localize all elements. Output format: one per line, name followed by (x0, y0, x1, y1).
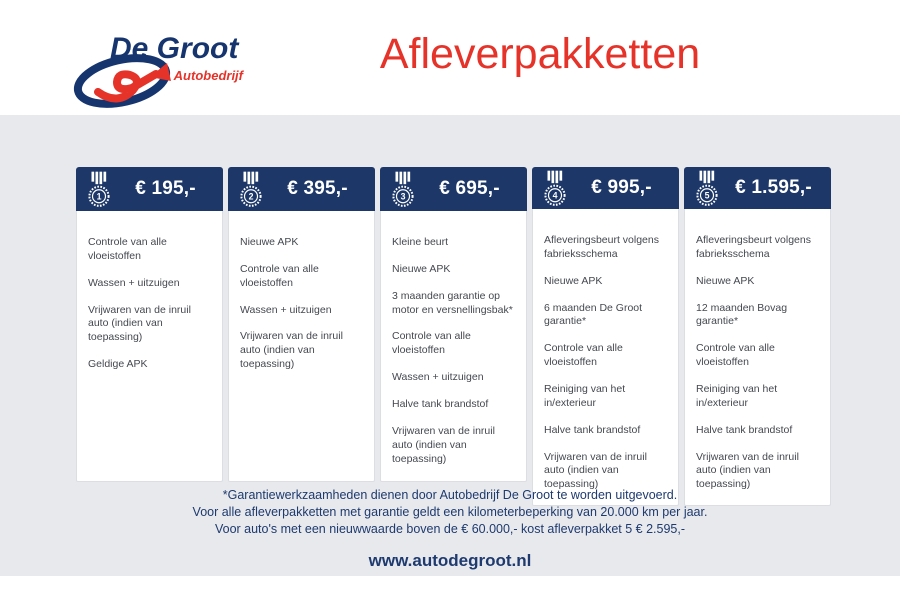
package-items (76, 211, 223, 482)
package-items (380, 211, 527, 482)
package-card-header (228, 167, 375, 211)
package-card-header (532, 167, 679, 209)
package-card-header (380, 167, 527, 211)
package-number: 4 (552, 190, 558, 201)
package-item: Nieuwe APK (392, 262, 451, 275)
package-item: Nieuwe APK (240, 236, 299, 248)
package-item: Wassen + uitzuigen (88, 276, 180, 289)
page-header (0, 0, 900, 115)
package-item: Halve tank brandstof (544, 423, 641, 436)
package-item: Nieuwe APK (696, 274, 755, 287)
package-card (76, 167, 223, 482)
package-number: 1 (96, 191, 102, 202)
package-item: 12 maanden Bovag garantie* (696, 301, 788, 328)
medal-icon (236, 170, 266, 210)
package-item: Controle van alle vloeistoffen (544, 342, 623, 369)
package-item: Kleine beurt (392, 236, 449, 248)
package-item: 6 maanden De Groot garantie* (544, 301, 643, 328)
package-item: Afleveringsbeurt volgens fabrieksschema (696, 234, 811, 260)
package-items (532, 209, 679, 506)
package-items (684, 209, 831, 506)
package-item: Afleveringsbeurt volgens fabrieksschema (544, 234, 659, 260)
medal-icon (692, 169, 722, 209)
website-link[interactable]: www.autodegroot.nl (368, 551, 532, 570)
footnote-line: *Garantiewerkzaamheden dienen door Autobedrijf De Groot te worden uitgevoerd. (222, 488, 678, 502)
package-item: Vrijwaren van de inruil auto (indien van toepassing) (696, 450, 799, 491)
package-card (380, 167, 527, 482)
package-number: 5 (704, 190, 710, 201)
page-title: Afleverpakketten (379, 30, 701, 78)
package-price: € 695,- (439, 178, 500, 199)
package-card-header (684, 167, 831, 209)
package-price: € 1.595,- (735, 177, 812, 198)
medal-icon (540, 169, 570, 209)
package-number: 3 (400, 191, 406, 202)
package-item: Controle van alle vloeistoffen (696, 342, 775, 369)
package-card (684, 167, 831, 491)
package-item: Controle van alle vloeistoffen (88, 236, 167, 262)
package-item: Controle van alle vloeistoffen (240, 262, 319, 289)
medal-icon (388, 170, 418, 210)
package-item: Geldige APK (88, 358, 148, 371)
footnotes (0, 487, 900, 538)
package-item: Halve tank brandstof (696, 423, 793, 436)
package-item: Halve tank brandstof (392, 398, 489, 411)
package-item: Vrijwaren van de inruil auto (indien van toepassing) (544, 450, 647, 491)
package-items (228, 211, 375, 482)
logo-subtitle: Autobedrijf (173, 68, 243, 83)
package-number: 2 (248, 191, 254, 202)
de-groot-logo (72, 34, 247, 112)
package-price: € 995,- (591, 177, 652, 198)
package-item: Controle van alle vloeistoffen (392, 330, 471, 357)
package-item: Wassen + uitzuigen (240, 303, 332, 316)
package-item: Vrijwaren van de inruil auto (indien van toepassing) (392, 424, 495, 465)
package-item: Reiniging van het in/exterieur (696, 383, 778, 409)
footnote-line: Voor alle afleverpakketten met garantie geldt een kilometerbeperking van 20.000 km per jaar. (192, 505, 708, 519)
logo-name: De Groot (110, 32, 239, 65)
package-card-header (76, 167, 223, 211)
footnote-line: Voor auto's met een nieuwwaarde boven de € 60.000,- kost afleverpakket 5 € 2.595,- (214, 522, 686, 536)
medal-icon (84, 170, 114, 210)
package-item: Vrijwaren van de inruil auto (indien van toepassing) (240, 330, 343, 371)
package-item: Reiniging van het in/exterieur (544, 383, 626, 409)
package-item: 3 maanden garantie op motor en versnellingsbak* (392, 289, 513, 316)
packages-row (76, 167, 831, 491)
package-item: Wassen + uitzuigen (392, 371, 484, 384)
package-price: € 395,- (287, 178, 348, 199)
package-item: Nieuwe APK (544, 274, 603, 287)
package-card (532, 167, 679, 491)
package-price: € 195,- (135, 178, 196, 199)
package-item: Vrijwaren van de inruil auto (indien van toepassing) (88, 303, 191, 344)
package-card (228, 167, 375, 482)
